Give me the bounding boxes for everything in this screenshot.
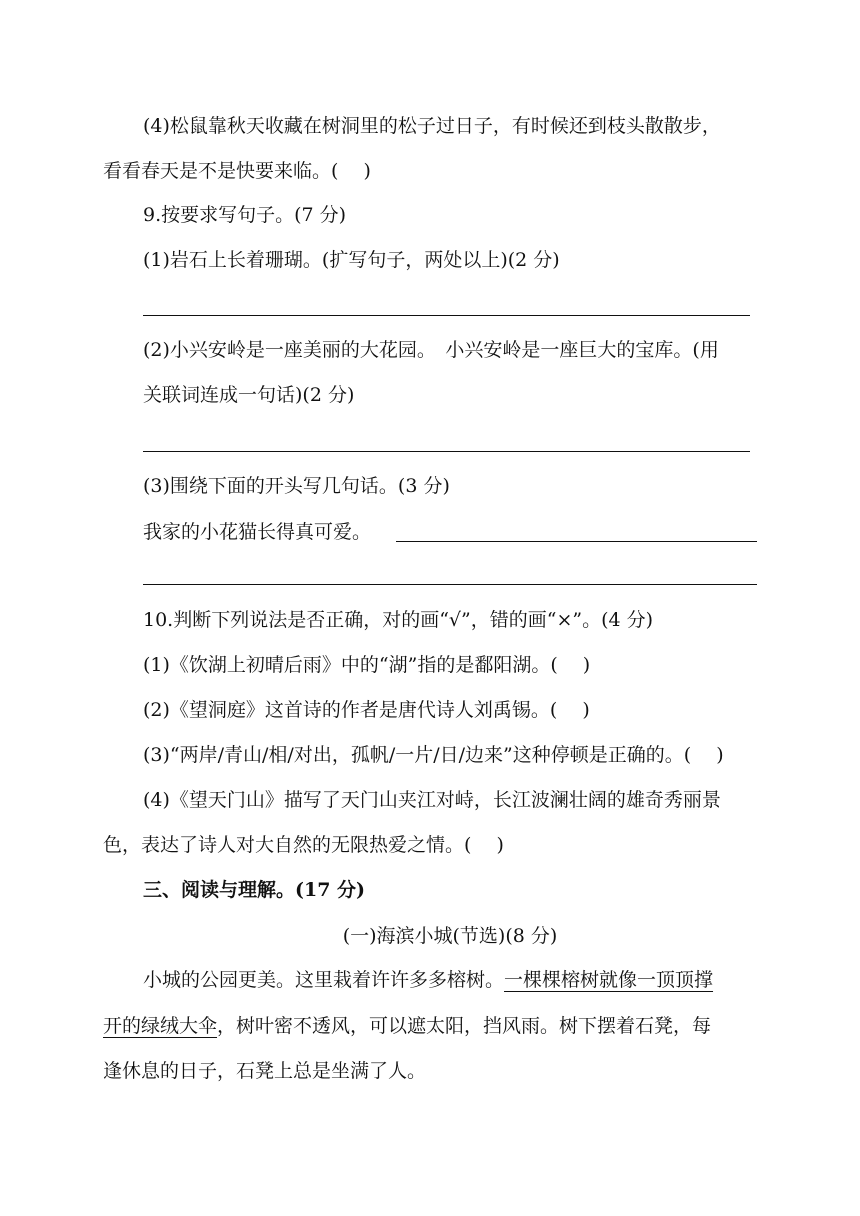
q9-item3-answer-line-1[interactable] — [396, 541, 757, 542]
passage-line-2-plain: ，树叶密不透风，可以遮太阳，挡风雨。树下摆着石凳，每 — [217, 1015, 712, 1037]
passage-underlined-sentence-part2: 开的绿绒大伞 — [103, 1015, 218, 1037]
q9-item3-start: 我家的小花猫长得真可爱。 — [143, 521, 372, 543]
q9-item2-answer-line[interactable] — [143, 451, 750, 452]
q9-item1-answer-line[interactable] — [143, 315, 750, 316]
passage-line-1-plain: 小城的公园更美。这里栽着许许多多榕树。 — [143, 969, 505, 991]
q9-title: 9.按要求写句子。(7 分) — [143, 204, 347, 226]
q9-item2-line1: (2)小兴安岭是一座美丽的大花园。 小兴安岭是一座巨大的宝库。(用 — [143, 339, 719, 361]
q9-item3: (3)围绕下面的开头写几句话。(3 分) — [143, 475, 450, 497]
q9-item3-answer-line-2[interactable] — [143, 584, 757, 585]
q10-item4-line2: 色，表达了诗人对大自然的无限热爱之情。( ) — [103, 834, 504, 856]
q10-item2: (2)《望洞庭》这首诗的作者是唐代诗人刘禹锡。( ) — [143, 699, 590, 721]
q10-item3: (3)“两岸/青山/相/对出，孤帆/一片/日/边来”这种停顿是正确的。( ) — [143, 744, 724, 766]
q8-item4-line1: (4)松鼠靠秋天收藏在树洞里的松子过日子，有时候还到枝头散散步， — [143, 115, 721, 137]
q9-item2-line2: 关联词连成一句话)(2 分) — [143, 384, 355, 406]
passage-underlined-sentence-part1: 一棵棵榕树就像一顶顶撑 — [504, 969, 714, 991]
passage-line-2 — [103, 1014, 711, 1038]
q8-item4-line2: 看看春天是不是快要来临。( ) — [103, 160, 371, 182]
q10-item1: (1)《饮湖上初晴后雨》中的“湖”指的是鄱阳湖。( ) — [143, 654, 591, 676]
q10-item4-line1: (4)《望天门山》描写了天门山夹江对峙，长江波澜壮阔的雄奇秀丽景 — [143, 789, 721, 811]
passage-line-1 — [143, 968, 713, 992]
q9-item1: (1)岩石上长着珊瑚。(扩写句子，两处以上)(2 分) — [143, 249, 560, 271]
section3-title: 三、阅读与理解。(17 分) — [143, 879, 366, 901]
passage-line-3: 逢休息的日子，石凳上总是坐满了人。 — [103, 1060, 427, 1082]
q10-title: 10.判断下列说法是否正确，对的画“√”，错的画“×”。(4 分) — [143, 609, 654, 631]
passage-title: (一)海滨小城(节选)(8 分) — [342, 925, 558, 947]
